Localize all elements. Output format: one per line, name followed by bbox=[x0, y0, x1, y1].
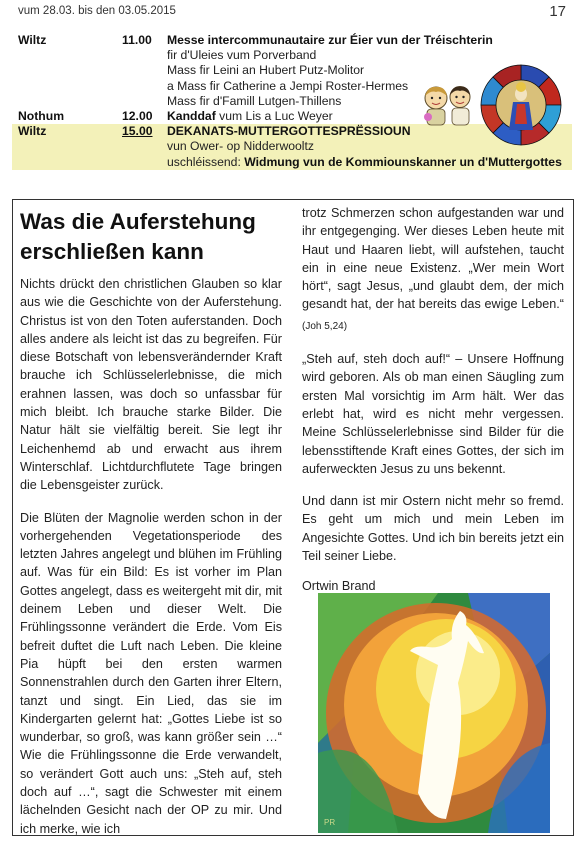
article-title bbox=[20, 207, 282, 267]
stained-glass-window-image bbox=[480, 64, 562, 146]
article-paragraph: Nichts drückt den christlichen Glauben so klar aus wie die Geschichte von der Auferstehung. Christus ist von den Toten auferstanden. Doch alles andere als leicht ist das zu begreifen. Für diese Botschaft von lebensverändernder Kraft brauche ich Schlüsselerlebnisse, die mich erahnen lassen, was doch so unfassbar für mich bleibt. Ich brauche starke Bilder. Die Natur hält sie vielfältig bereit. Sie legt ihr Leichenhemd ab und erwacht aus ihrem Winterschlaf. Lichtdurchflutete Tage bringen die Lebensgeister zurück. bbox=[20, 277, 282, 493]
article-paragraph bbox=[302, 204, 564, 336]
header-date-range: vum 28.03. bis den 03.05.2015 bbox=[18, 5, 176, 17]
children-mascot-illustration bbox=[418, 84, 478, 130]
page-number: 17 bbox=[549, 3, 566, 20]
schedule-place: Wiltz bbox=[18, 33, 47, 47]
schedule-title: Messe intercommunautaire zur Éier vun der Tréischterin bbox=[167, 33, 493, 47]
schedule-time: 15.00 bbox=[122, 124, 153, 139]
article-column-left bbox=[20, 205, 282, 852]
schedule-title: DEKANATS-MUTTERGOTTESPRËSSIOUN bbox=[167, 124, 411, 139]
schedule-place: Nothum bbox=[18, 109, 65, 124]
schedule-place: Wiltz bbox=[18, 124, 47, 139]
schedule-line: a Mass fir Catherine a Jempi Roster-Hermes bbox=[167, 78, 409, 93]
article-column-right bbox=[302, 204, 564, 593]
schedule-line: vun Ower- op Nidderwooltz bbox=[167, 139, 314, 154]
schedule-line: fir d'Uleies vum Porverband bbox=[167, 48, 317, 63]
resurrection-artwork-image bbox=[318, 593, 550, 833]
schedule-title: Kanddaf bbox=[167, 109, 216, 124]
paragraph-text: trotz Schmerzen schon aufgestanden war und ihr entgegenging. Wer dieses Leben heute mit Haut und Haaren liebt, will aufstehen, taucht ein in eine neue Existenz. „Wer mein Wort hört“, sagt Jesus, „und glaubt dem, der mich gesandt hat, der hat bereits das ewige Leben.“ bbox=[302, 206, 564, 312]
article-author: Ortwin Brand bbox=[302, 579, 376, 594]
schedule-line: Mass fir Leini an Hubert Putz-Molitor bbox=[167, 63, 365, 78]
schedule-line-bold: Widmung vun de Kommiounskanner un d'Muttergottes bbox=[244, 154, 562, 169]
schedule-line: Mass fir d'Famill Lutgen-Thillens bbox=[167, 93, 342, 108]
schedule-time: 11.00 bbox=[122, 33, 152, 47]
article-title-line-2: erschließen kann bbox=[20, 239, 204, 264]
article-paragraph: Die Blüten der Magnolie werden schon in der vorhergehenden Vegetationsperiode des letzten Jahres angelegt und blühen im Frühling auf. Was für ein Bild: Es ist vorher im Plan Gottes angelegt, dass es weitergeht mit dir, mit deinem Leben und dieser Welt. Die Frühlingssonne verändert die Erde. Vom Eis befreit duftet die Luft nach Leben. Die kleine Pia hüpft bei den ersten warmen Sonnenstrahlen durch den Garten ihrer Eltern, tanzt und singt. Ein Lied, das sie im Kindergarten gelernt hat: „Gottes Liebe ist so wunderbar, so groß, was kann größer sein …“ Wie die Frühlingssonne die Erde verwandelt, so verändert Gott auch uns: „Steh auf, steh doch auf …“, sagt die Schwester mit einem lächelnden Gesicht nach der OP zu mir. Und ich merke, wie ich bbox=[20, 510, 282, 836]
article-paragraph: Und dann ist mir Ostern nicht mehr so fremd. Es geht um mich und mein Leben im Angesichte Gottes. Und ich bin bereits jetzt ein Teil seiner Liebe. bbox=[302, 494, 564, 564]
bible-citation: (Joh 5,24) bbox=[302, 320, 348, 332]
article-paragraph: „Steh auf, steh doch auf!“ – Unsere Hoffnung wird geboren. Als ob man einen Säugling zum ersten Mal vorsichtig im Arm hält. Wer das erlebt hat, wird es nicht mehr vergessen. Meine Schlüsselerlebnisse sind Bilder für die lebensstiftende Kraft eines Gottes, der sich im auferweckten Jesus zu uns bekennt. bbox=[302, 352, 564, 476]
artist-signature: PR bbox=[324, 818, 336, 827]
schedule-time: 12.00 bbox=[122, 109, 153, 124]
schedule-line-prefix: uschléissend: bbox=[167, 154, 245, 169]
article-title-line-1: Was die Auferstehung bbox=[20, 209, 256, 234]
schedule-title-rest: vum Lis a Luc Weyer bbox=[215, 109, 333, 124]
